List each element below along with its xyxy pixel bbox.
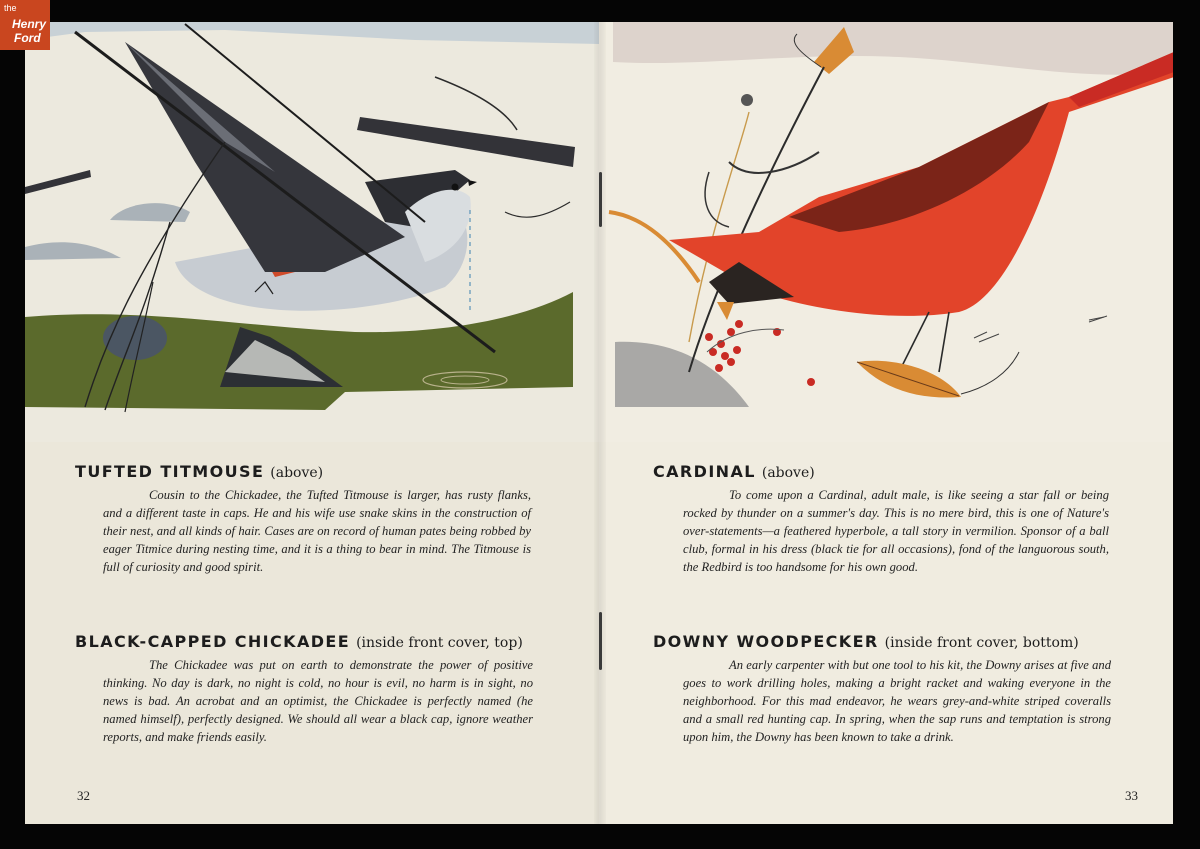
henry-ford-logo	[0, 0, 50, 50]
right-page	[599, 22, 1173, 824]
entry-title: BLACK-CAPPED CHICKADEE	[75, 632, 351, 651]
entry-title: CARDINAL	[653, 462, 756, 481]
cardinal-illustration	[599, 22, 1173, 442]
tufted-titmouse-illustration	[25, 22, 599, 442]
page-number-left: 32	[77, 788, 90, 803]
downy-woodpecker-heading	[653, 632, 1079, 651]
logo-text-henry: Henry	[12, 17, 47, 31]
entry-note: (inside front cover, bottom)	[884, 635, 1079, 651]
logo-text-the: the	[4, 3, 17, 13]
entry-note: (above)	[270, 465, 324, 481]
left-page	[25, 22, 599, 824]
book-gutter	[594, 22, 606, 824]
entry-note: (above)	[761, 465, 815, 481]
entry-title: TUFTED TITMOUSE	[75, 462, 265, 481]
downy-woodpecker-text: An early carpenter with but one tool to his kit, the Downy arises at five and goes to work drilling holes, making a bright racket and waking everyone in the neighborhood. For this mad endeavor, he wears grey-and-white striped coveralls and a small red hunting cap. In spring, when the sap runs and temptation is strong upon him, the Downy has been known to take a drink.	[683, 658, 1111, 744]
entry-note: (inside front cover, top)	[356, 635, 523, 651]
tufted-titmouse-heading	[75, 462, 323, 481]
page-number-right: 33	[1125, 788, 1138, 803]
chickadee-text: The Chickadee was put on earth to demonstrate the power of positive thinking. No day is dark, no night is cold, no hour is evil, no harm is in sight, no news is bad. An acrobat and an optimist, the Chickadee is perfectly named (he named himself), perfectly designed. We should all wear a black cap, ignore weather reports, and make friends easily.	[103, 658, 533, 744]
tufted-titmouse-text: Cousin to the Chickadee, the Tufted Titmouse is larger, has rusty flanks, and a different taste in caps. He and his wife use snake skins in the construction of their nest, and all kinds of hair. Cases are on record of human pates being robbed by eager Titmice during nesting time, and it is a thing to bear in mind. The Titmouse is full of curiosity and good spirit.	[103, 488, 531, 574]
cardinal-heading	[653, 462, 815, 481]
stone-shape	[103, 316, 167, 360]
entry-title: DOWNY WOODPECKER	[653, 632, 879, 651]
cardinal-text: To come upon a Cardinal, adult male, is like seeing a star fall or being rocked by thunder on a summer's day. This is no mere bird, this is one of Nature's over-statements—a feathered hyperbole, a tall story in vermilion. Sponsor of a ball club, formal in his dress (black tie for all occasions), fond of the languorous south, the Redbird is too handsome for his own good.	[683, 488, 1109, 574]
staple-bottom	[599, 612, 602, 670]
staple-top	[599, 172, 602, 227]
book-spread	[25, 22, 1173, 824]
chickadee-heading	[75, 632, 523, 651]
logo-text-ford: Ford	[14, 31, 41, 45]
